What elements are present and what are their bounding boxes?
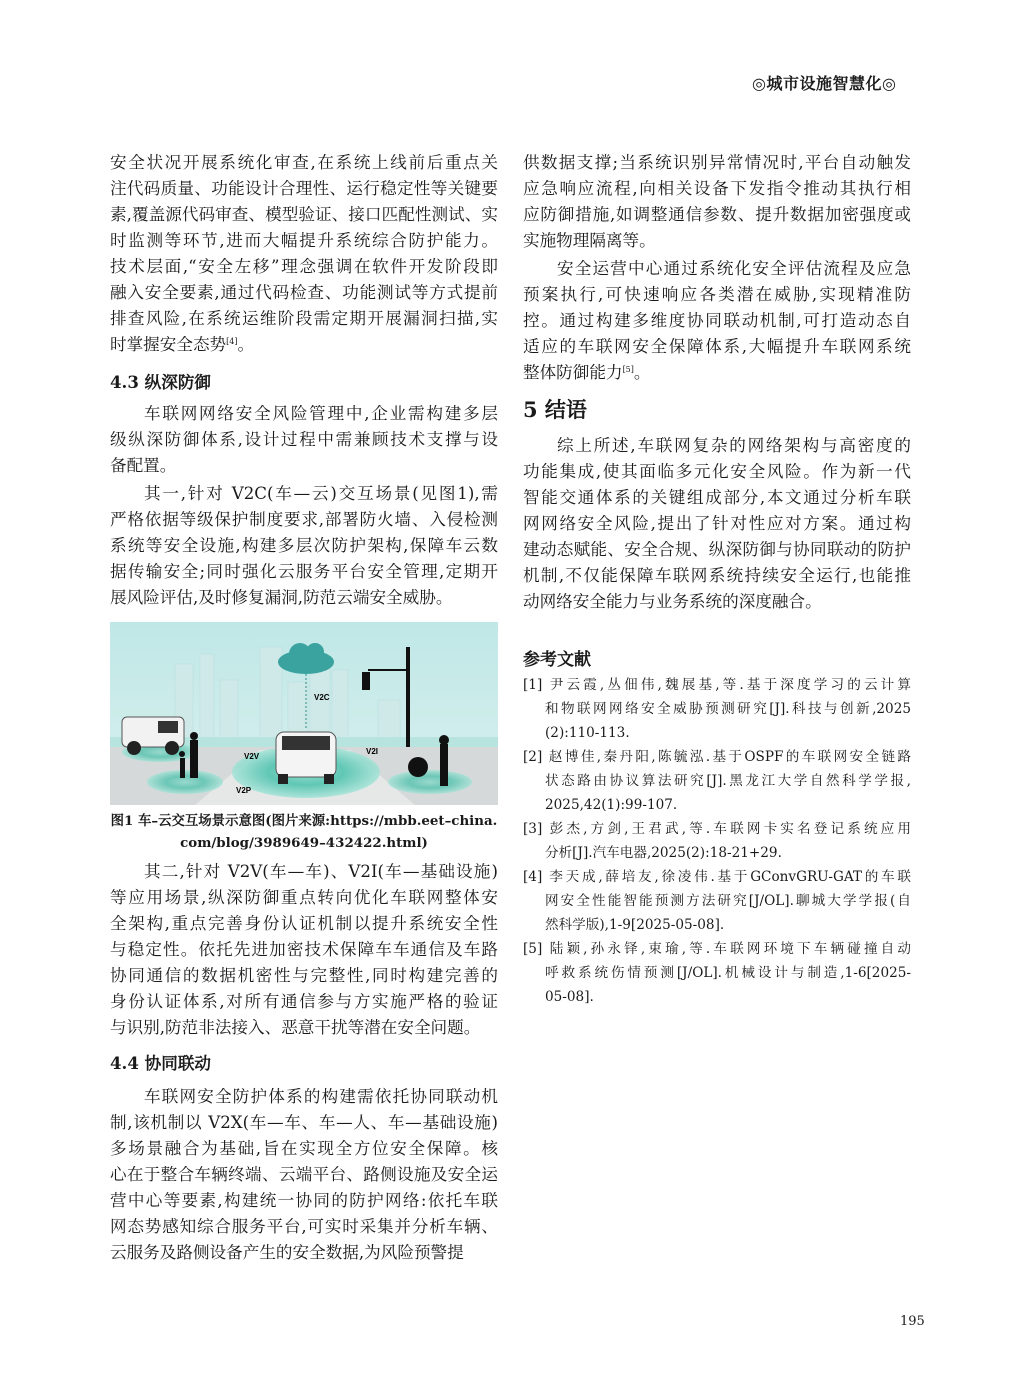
text-line [523,511,911,537]
reference-item [523,817,911,865]
punctuation: 。 [633,363,651,382]
text-line-content: 安全状况开展系统化审查,在系统上线前后重点关 [110,153,498,172]
text-line-content: 应防御措施,如调整通信参数、提升数据加密强度或 [523,205,911,224]
references-list [523,673,911,1009]
text-line-content: 机制,不仅能保障车联网系统持续安全运行,也能推 [523,566,911,585]
text-line [523,308,911,334]
text-line [523,202,911,228]
paragraph [523,256,911,386]
text-line [110,585,498,611]
text-line-content: 时掌握安全态势 [110,335,227,354]
text-line-content: 技术层面,“安全左移”理念强调在软件开发阶段即 [110,257,498,276]
text-line-content: 注代码质量、功能设计合理性、运行稳定性等关键要 [110,179,498,198]
text-line-content: 安全运营中心通过系统化安全评估流程及应急 [557,259,911,278]
reference-line: [3] 彭杰,方剑,王君武,等.车联网卡实名登记系统应用 [523,821,911,837]
reference-item [523,745,911,817]
text-line [110,1188,498,1214]
reference-line: 分析[J].汽车电器,2025(2):18-21+29. [545,845,782,861]
text-line [523,176,911,202]
text-line [110,937,498,963]
text-line-content: 整体防御能力 [523,363,623,382]
label-v2v: V2V [244,752,260,761]
text-line [110,1110,498,1136]
text-line-content: 网态势感知综合服务平台,可实时采集并分析车辆、 [110,1217,498,1236]
text-line-content: 素,覆盖源代码审查、模型验证、接口匹配性测试、实 [110,205,498,224]
text-line-content: 网网络安全风险,提出了针对性应对方案。通过构 [523,514,911,533]
section-heading-4-4: 4.4 协同联动 [110,1053,212,1073]
text-line-content: 排查风险,在系统运维阶段需定期开展漏洞扫描,实 [110,309,498,328]
paragraph [110,859,498,1041]
label-v2i: V2I [366,747,379,756]
text-line [110,1240,498,1266]
text-line-content: 功能集成,使其面临多元化安全风险。作为新一代 [523,462,911,481]
text-line-content: 与识别,防范非法接入、恶意干扰等潜在安全问题。 [110,1018,481,1037]
figure-caption [110,810,498,854]
text-line [110,332,498,358]
text-line-content: 系统等安全设施,构建多层次防护架构,保障车云数 [110,536,498,555]
text-line-content: 其一,针对 V2C(车—云)交互场景(见图1),需 [144,484,498,503]
caption-line: com/blog/3989649–432422.html) [180,835,428,851]
text-line [110,481,498,507]
text-line-content: 协同通信的数据机密性与完整性,同时构建完善的 [110,966,498,985]
text-line-content: 动网络安全能力与业务系统的深度融合。 [523,592,822,611]
punctuation: 。 [237,335,255,354]
text-line [523,256,911,282]
reference-line: [4] 李天成,薛培友,徐凌伟.基于GConvGRU-GAT的车联 [523,869,911,885]
text-line-content: 严格依据等级保护制度要求,部署防火墙、入侵检测 [110,510,498,529]
text-line [523,589,911,615]
text-line [110,885,498,911]
text-line [110,280,498,306]
references-heading: 参考文献 [523,650,591,670]
text-line-content: 预案执行,可快速响应各类潜在威胁,实现精准防 [523,285,911,304]
reference-line: 05-08]. [545,989,594,1005]
text-line-content: 实施物理隔离等。 [523,231,656,250]
text-line-content: 融入安全要素,通过代码检查、功能测试等方式提前 [110,283,498,302]
text-line [110,507,498,533]
text-line [523,433,911,459]
text-line [110,453,498,479]
paragraph [110,401,498,479]
v2x-scene-illustration [110,622,498,805]
reference-line: (2):110-113. [545,725,630,741]
reference-item [523,673,911,745]
text-line-content: 全架构,重点完善身份认证机制以提升系统安全性 [110,914,498,933]
text-line-content: 身份认证体系,对所有通信参与方实施严格的验证 [110,992,498,1011]
text-line [523,485,911,511]
text-line [110,989,498,1015]
text-line [110,1136,498,1162]
paragraph [110,481,498,611]
text-line [523,282,911,308]
reference-line: 2025,42(1):99-107. [545,797,678,813]
text-line [110,202,498,228]
text-line-content: 多场景融合为基础,旨在实现全方位安全保障。核 [110,1139,498,1158]
text-line-content: 控。通过构建多维度协同联动机制,可打造动态自 [523,311,911,330]
text-line [110,1214,498,1240]
reference-item [523,937,911,1009]
text-line [110,306,498,332]
text-line-content: 建动态赋能、安全合规、纵深防御与协同联动的防护 [523,540,911,559]
text-line [523,228,911,254]
figure-1 [110,622,498,805]
car-icon [276,732,336,784]
reference-line: 状态路由协议算法研究[J].黑龙江大学自然科学学报, [545,773,911,789]
text-line [110,427,498,453]
reference-line: 然科学版),1-9[2025-05-08]. [545,917,725,933]
text-line [110,533,498,559]
text-line-content: 营中心等要素,构建统一协同的防护网络:依托车联 [110,1191,498,1210]
text-line [523,459,911,485]
reference-line: 和物联网网络安全威胁预测研究[J].科技与创新,2025 [545,701,911,717]
paragraph [523,433,911,615]
text-line-content: 供数据支撑;当系统识别异常情况时,平台自动触发 [523,153,911,172]
text-line [110,254,498,280]
text-line [110,911,498,937]
text-line-content: 云服务及路侧设备产生的安全数据,为风险预警提 [110,1243,464,1262]
text-line [110,963,498,989]
text-line-content: 展风险评估,及时修复漏洞,防范云端安全威胁。 [110,588,453,607]
text-line-content: 其二,针对 V2V(车—车)、V2I(车—基础设施) [144,862,498,881]
text-line-content: 车联网网络安全风险管理中,企业需构建多层 [144,404,498,423]
text-line-content: 与稳定性。依托先进加密技术保障车车通信及车路 [110,940,498,959]
text-line [110,1162,498,1188]
text-line-content: 级纵深防御体系,设计过程中需兼顾技术支撑与设 [110,430,498,449]
caption-line: 图1 车–云交互场景示意图(图片来源:https://mbb.eet–china. [110,813,498,829]
text-line-content: 综上所述,车联网复杂的网络架构与高密度的 [557,436,911,455]
text-line-content: 时监测等环节,进而大幅提升系统综合防护能力。 [110,231,498,250]
paragraph [110,1084,498,1266]
citation-ref: [4] [226,337,238,346]
text-line [110,228,498,254]
reference-line: [2] 赵博佳,秦丹阳,陈毓泓.基于OSPF的车联网安全链路 [523,749,911,765]
text-line-content: 适应的车联网安全保障体系,大幅提升车联网系统 [523,337,911,356]
text-line [523,334,911,360]
text-line-content: 等应用场景,纵深防御重点转向优化车联网整体安 [110,888,498,907]
reference-line: [5] 陆颖,孙永铎,束瑜,等.车联网环境下车辆碰撞自动 [523,941,911,957]
text-line-content: 备配置。 [110,456,177,475]
text-line [110,559,498,585]
citation-ref: [5] [622,365,634,374]
text-line-content: 制,该机制以 V2X(车—车、车—人、车—基础设施) [110,1113,498,1132]
text-line-content: 应急响应流程,向相关设备下发指令推动其执行相 [523,179,911,198]
text-line [523,537,911,563]
text-line [523,150,911,176]
text-line-content: 车联网安全防护体系的构建需依托协同联动机 [144,1087,498,1106]
text-line [523,563,911,589]
text-line [110,401,498,427]
section-heading-5: 5 结语 [523,397,587,422]
label-v2c: V2C [314,693,330,702]
text-line [110,150,498,176]
text-line [110,176,498,202]
running-header: ◎城市设施智慧化◎ [752,74,897,93]
text-line-content: 智能交通体系的关键组成部分,本文通过分析车联 [523,488,911,507]
text-line-content: 据传输安全;同时强化云服务平台安全管理,定期开 [110,562,498,581]
reference-item [523,865,911,937]
reference-line: 网安全性能智能预测方法研究[J/OL].聊城大学学报(自 [545,893,911,909]
text-line [523,360,911,386]
text-line-content: 心在于整合车辆终端、云端平台、路侧设施及安全运 [110,1165,498,1184]
section-heading-4-3: 4.3 纵深防御 [110,372,212,392]
paragraph [110,150,498,358]
paragraph [523,150,911,254]
text-line [110,1084,498,1110]
reference-line: 呼救系统伤情预测[J/OL].机械设计与制造,1-6[2025- [545,965,911,981]
text-line [110,1015,498,1041]
reference-line: [1] 尹云霞,丛佃伟,魏展基,等.基于深度学习的云计算 [523,677,911,693]
text-line [110,859,498,885]
page-number: 195 [900,1314,925,1329]
label-v2p: V2P [236,786,252,795]
